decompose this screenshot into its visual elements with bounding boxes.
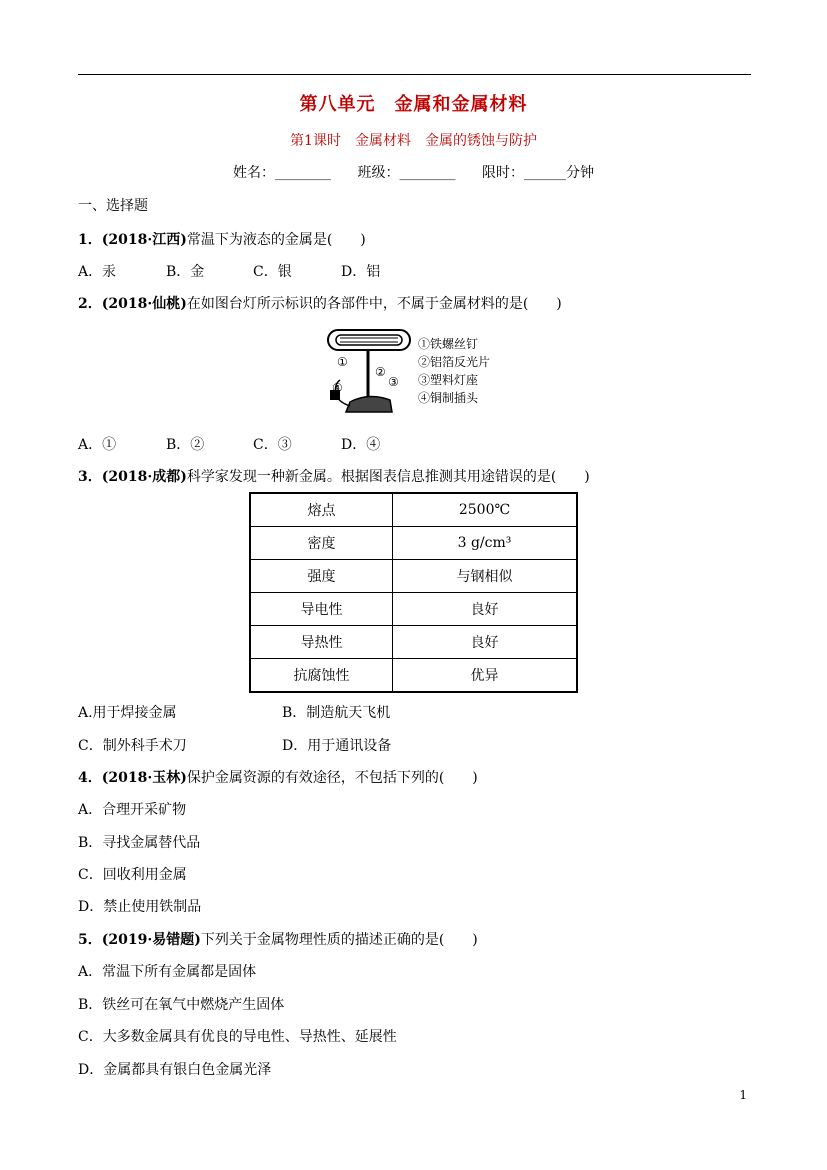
- question-text: 下列关于金属物理性质的描述正确的是( ): [200, 932, 478, 948]
- question-number: 1．: [78, 232, 102, 248]
- desk-lamp-icon: [324, 324, 504, 418]
- time-field[interactable]: 限时：______分钟: [481, 165, 594, 181]
- table-row: [250, 560, 577, 593]
- property-name: 熔点: [250, 493, 393, 527]
- section-heading: 一、选择题: [78, 198, 148, 214]
- q5-option-c[interactable]: C．大多数金属具有优良的导电性、导热性、延展性: [78, 1029, 397, 1045]
- q3-option-c[interactable]: C．制外科手术刀: [78, 738, 187, 754]
- q1-option-a[interactable]: A．汞: [78, 264, 117, 280]
- table-row: [250, 659, 577, 693]
- property-name: 抗腐蚀性: [250, 659, 393, 693]
- property-value: 2500℃: [393, 493, 578, 527]
- q3-option-a[interactable]: A.用于焊接金属: [78, 705, 177, 721]
- unit-title: 第八单元 金属和金属材料: [299, 94, 528, 115]
- property-value: 与钢相似: [393, 560, 578, 593]
- q1-option-b[interactable]: B．金: [166, 264, 205, 280]
- header-rule: [78, 74, 751, 75]
- property-value: 优异: [393, 659, 578, 693]
- q5-option-b[interactable]: B．铁丝可在氧气中燃烧产生固体: [78, 997, 285, 1013]
- q2-option-d[interactable]: D．④: [341, 437, 381, 453]
- question-number: 4．: [78, 770, 102, 786]
- page-number: 1: [739, 1088, 747, 1102]
- figure-mark-4: ④: [332, 381, 343, 395]
- question-number: 3．: [78, 469, 102, 485]
- question-5: [78, 929, 478, 949]
- q2-option-b[interactable]: B．②: [166, 437, 205, 453]
- property-value: 良好: [393, 626, 578, 659]
- question-4: [78, 767, 478, 787]
- q2-option-a[interactable]: A．①: [78, 437, 117, 453]
- figure-label-4: ④铜制插头: [418, 391, 479, 405]
- property-value: 3 g/cm³: [393, 527, 578, 560]
- figure-mark-1: ①: [337, 355, 348, 369]
- question-number: 2．: [78, 296, 102, 312]
- q4-option-c[interactable]: C．回收利用金属: [78, 867, 187, 883]
- q3-option-b[interactable]: B．制造航天飞机: [282, 705, 391, 721]
- q4-option-b[interactable]: B．寻找金属替代品: [78, 835, 201, 851]
- question-text: 保护金属资源的有效途径，不包括下列的( ): [186, 770, 478, 786]
- property-name: 导电性: [250, 593, 393, 626]
- figure-label-2: ②铝箔反光片: [418, 355, 491, 369]
- q4-option-a[interactable]: A．合理开采矿物: [78, 802, 187, 818]
- student-info: [0, 162, 827, 182]
- class-field[interactable]: 班级：________: [357, 165, 456, 181]
- question-2: [78, 293, 562, 313]
- table-row: [250, 593, 577, 626]
- question-source: (2018·仙桃): [101, 296, 187, 312]
- desk-lamp-figure: [324, 324, 504, 418]
- lesson-subtitle: 第1课时 金属材料 金属的锈蚀与防护: [290, 133, 537, 149]
- question-3: [78, 466, 590, 486]
- question-source: (2018·江西): [101, 232, 187, 248]
- figure-label-3: ③塑料灯座: [418, 373, 479, 387]
- question-1: [78, 229, 366, 249]
- q1-option-d[interactable]: D．铝: [341, 264, 381, 280]
- question-text: 在如图台灯所示标识的各部件中，不属于金属材料的是( ): [186, 296, 562, 312]
- question-number: 5．: [78, 932, 102, 948]
- property-name: 导热性: [250, 626, 393, 659]
- q5-option-a[interactable]: A．常温下所有金属都是固体: [78, 964, 257, 980]
- property-name: 强度: [250, 560, 393, 593]
- table-row: [250, 493, 577, 527]
- table-row: [250, 626, 577, 659]
- figure-mark-2: ②: [375, 365, 386, 379]
- question-text: 科学家发现一种新金属。根据图表信息推测其用途错误的是( ): [186, 469, 590, 485]
- figure-mark-3: ③: [388, 375, 399, 389]
- table-row: [250, 527, 577, 560]
- name-field[interactable]: 姓名：________: [233, 165, 332, 181]
- property-value: 良好: [393, 593, 578, 626]
- q3-option-d[interactable]: D．用于通讯设备: [282, 738, 392, 754]
- q2-option-c[interactable]: C．③: [253, 437, 292, 453]
- q4-option-d[interactable]: D．禁止使用铁制品: [78, 899, 202, 915]
- question-source: (2018·成都): [101, 469, 187, 485]
- q5-option-d[interactable]: D．金属都具有银白色金属光泽: [78, 1062, 272, 1078]
- question-text: 常温下为液态的金属是( ): [186, 232, 366, 248]
- q1-option-c[interactable]: C．银: [253, 264, 292, 280]
- question-source: (2019·易错题): [101, 932, 201, 948]
- figure-label-1: ①铁螺丝钉: [418, 337, 479, 351]
- property-name: 密度: [250, 527, 393, 560]
- property-table: [249, 492, 578, 693]
- question-source: (2018·玉林): [101, 770, 187, 786]
